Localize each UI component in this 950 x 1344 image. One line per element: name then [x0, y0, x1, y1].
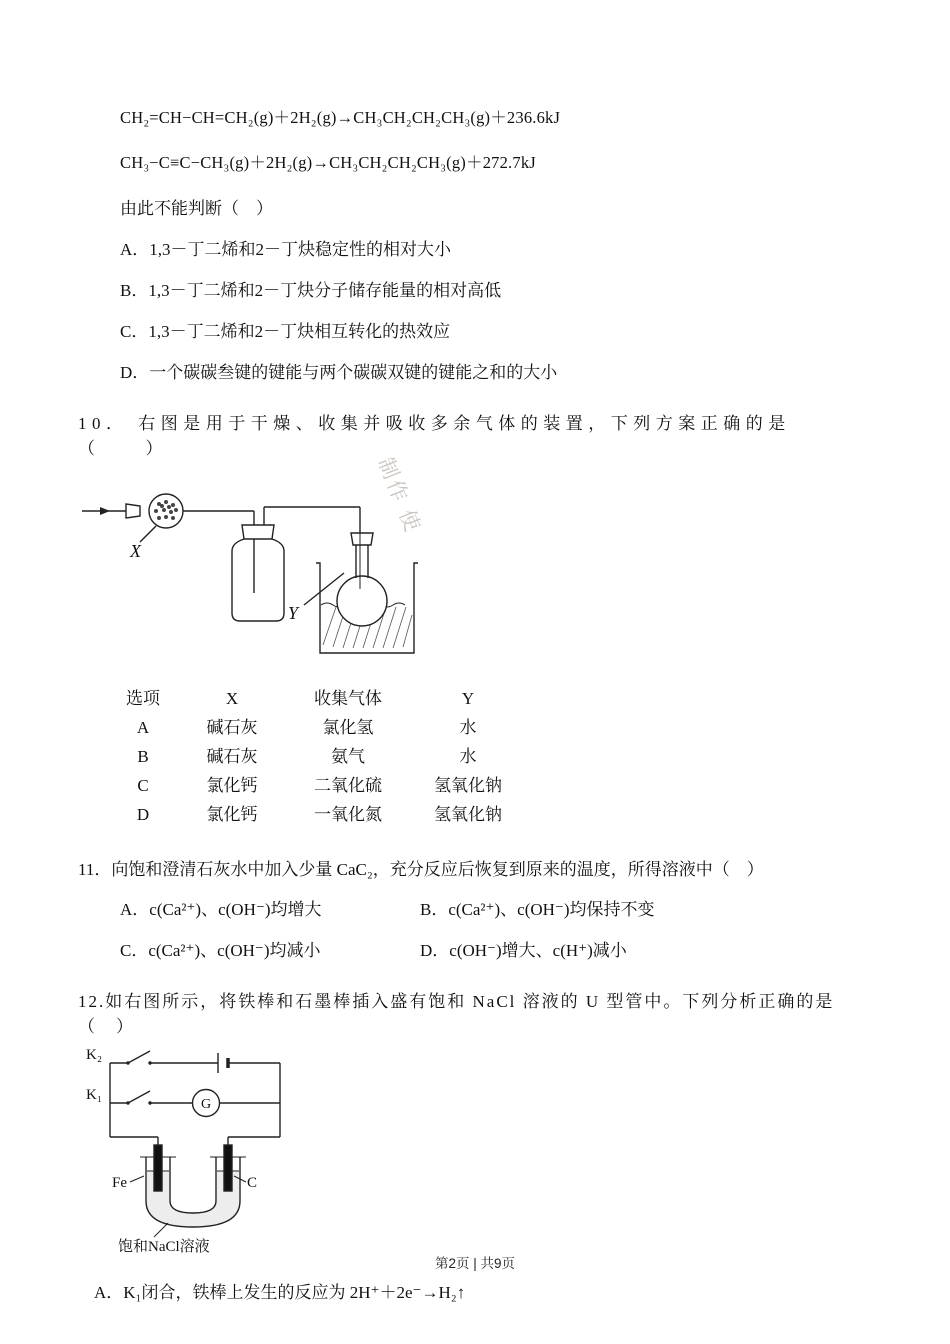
table-cell: 水 [459, 718, 477, 737]
table-header-row [106, 684, 524, 713]
table-cell: 碱石灰 [206, 718, 258, 737]
table-header-gas: 收集气体 [314, 689, 382, 708]
table-cell: D [136, 805, 150, 824]
q9-option-c: C．1,3－丁二烯和2－丁炔相互转化的热效应 [120, 322, 451, 341]
collection-bottle [232, 525, 284, 621]
thermo-equation-2: CH₃−C≡C−CH₃(g)＋2H₂(g)→CH₃CH₂CH₂CH₃(g)＋272.7kJ [120, 153, 536, 172]
switch-k1 [110, 1091, 152, 1105]
table-row [106, 800, 524, 829]
q9-option-a: A．1,3－丁二烯和2－丁炔稳定性的相对大小 [120, 240, 452, 259]
table-cell: 二氧化硫 [314, 776, 382, 795]
outlet-tube [264, 507, 360, 533]
circuit-label-fe: Fe [112, 1175, 127, 1191]
q11-option-b: B．c(Ca²⁺)、c(OH⁻)均保持不变 [420, 900, 655, 919]
apparatus-label-x: X [130, 541, 141, 561]
apparatus-label-y: Y [288, 603, 299, 623]
table-cell: A [136, 718, 150, 737]
solution-label-pointer [154, 1223, 168, 1237]
table-cell: B [137, 747, 149, 766]
table-row [106, 713, 524, 742]
q10-apparatus-figure [80, 485, 872, 676]
table-cell: 氯化氢 [322, 718, 374, 737]
q11-stem: 11．向饱和澄清石灰水中加入少量 CaC₂，充分反应后恢复到原来的温度，所得溶液中（ ） [78, 860, 764, 879]
gas-inlet-arrow [82, 507, 126, 515]
q11-options [120, 895, 872, 961]
circuit-label-k2: K₂ [86, 1047, 103, 1063]
q11-option-a: A．c(Ca²⁺)、c(OH⁻)均增大 [120, 900, 322, 919]
q12-option-a: A．K₁闭合，铁棒上发生的反应为 2H⁺＋2e⁻→H₂↑ [94, 1283, 466, 1302]
fe-label-pointer [130, 1176, 144, 1182]
table-cell: 氯化钙 [206, 776, 258, 795]
absorption-flask [337, 533, 387, 626]
q10-stem: 10． 右图是用于干燥、收集并吸收多余气体的装置，下列方案正确的是（ ） [78, 414, 791, 458]
circuit-label-k1: K₁ [86, 1087, 103, 1103]
inlet-stopper [126, 504, 140, 518]
table-cell: 水 [459, 747, 477, 766]
watermark-text: 制作 使 [373, 453, 426, 538]
battery-icon [218, 1053, 228, 1073]
thermo-equation-1: CH₂=CH−CH=CH₂(g)＋2H₂(g)→CH₃CH₂CH₂CH₃(g)＋236.6kJ [120, 108, 561, 127]
switch-k2 [110, 1051, 152, 1065]
table-cell: 氢氧化钠 [434, 776, 502, 795]
electrolysis-circuit-diagram [84, 1045, 354, 1259]
q11-option-d: D．c(OH⁻)增大、c(H⁺)减小 [420, 941, 627, 960]
table-cell: 氯化钙 [206, 805, 258, 824]
table-cell: 氨气 [331, 747, 365, 766]
table-cell: C [137, 776, 149, 795]
page-footer: 第2页 | 共9页 [434, 1256, 516, 1271]
circuit-label-c: C [247, 1175, 258, 1191]
q12-stem: 12.如右图所示，将铁棒和石墨棒插入盛有饱和 NaCl 溶液的 U 型管中。下列分析正确的是（ ） [78, 992, 835, 1036]
table-row [106, 742, 524, 771]
table-header-y: Y [461, 689, 475, 708]
table-header-option: 选项 [126, 689, 160, 708]
q9-option-d: D．一个碳碳叁键的键能与两个碳碳双键的键能之和的大小 [120, 363, 558, 382]
table-header-x: X [225, 689, 239, 708]
circuit-label-solution: 饱和NaCl溶液 [118, 1239, 210, 1255]
c-electrode [224, 1145, 232, 1191]
table-row [106, 771, 524, 800]
x-label-pointer [140, 526, 156, 542]
desiccant-granules [154, 500, 178, 520]
circuit-label-g: G [201, 1097, 212, 1112]
fe-electrode [154, 1145, 162, 1191]
drying-bulb [149, 494, 183, 528]
electrode-wires [110, 1103, 280, 1145]
gas-apparatus-diagram [80, 485, 520, 671]
table-cell: 一氧化氮 [314, 805, 382, 824]
q12-circuit-figure [84, 1045, 872, 1264]
table-cell: 碱石灰 [206, 747, 258, 766]
q11-option-c: C．c(Ca²⁺)、c(OH⁻)均减小 [120, 941, 321, 960]
q10-options-table [106, 684, 524, 829]
q9-option-b: B．1,3－丁二烯和2－丁炔分子储存能量的相对高低 [120, 281, 502, 300]
q9-stem: 由此不能判断（ ） [120, 199, 273, 218]
table-cell: 氢氧化钠 [434, 805, 502, 824]
